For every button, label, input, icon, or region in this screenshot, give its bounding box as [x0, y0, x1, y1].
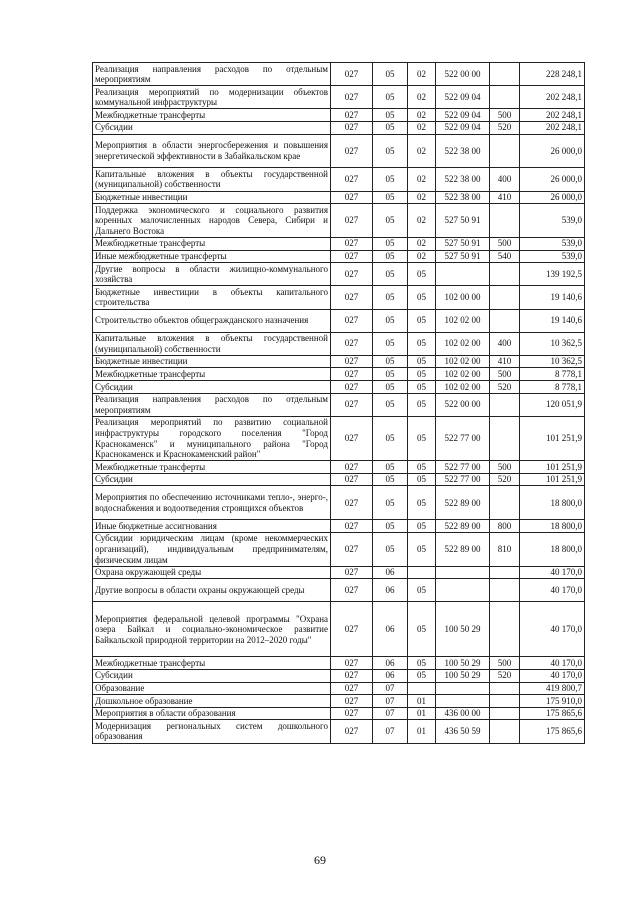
cell-csr	[436, 566, 490, 579]
cell-csr: 102 02 00	[436, 368, 490, 381]
cell-pr: 05	[408, 381, 436, 394]
cell-pr: 05	[408, 263, 436, 286]
cell-name: Межбюджетные трансферты	[93, 461, 331, 474]
cell-vr: 500	[490, 657, 520, 670]
cell-csr: 522 00 00	[436, 63, 490, 86]
cell-vr	[490, 86, 520, 109]
cell-name: Капитальные вложения в объекты государственной (муниципальной) собственности	[93, 332, 331, 355]
cell-name: Межбюджетные трансферты	[93, 657, 331, 670]
cell-csr: 522 77 00	[436, 473, 490, 486]
cell-rz: 05	[373, 191, 408, 204]
cell-name: Межбюджетные трансферты	[93, 109, 331, 122]
cell-vr	[490, 579, 520, 602]
table-row	[93, 695, 585, 708]
cell-rz: 07	[373, 695, 408, 708]
cell-ved: 027	[331, 309, 373, 332]
cell-pr: 05	[408, 332, 436, 355]
cell-name: Межбюджетные трансферты	[93, 368, 331, 381]
cell-ved: 027	[331, 657, 373, 670]
cell-pr: 05	[408, 286, 436, 309]
cell-name: Субсидии	[93, 669, 331, 682]
cell-name: Реализация направления расходов по отдельным мероприятиям	[93, 63, 331, 86]
cell-rz: 06	[373, 602, 408, 657]
cell-ved: 027	[331, 121, 373, 134]
table-row	[93, 532, 585, 566]
cell-pr: 01	[408, 695, 436, 708]
cell-vr: 400	[490, 168, 520, 191]
cell-sum: 120 051,9	[520, 393, 585, 416]
cell-ved: 027	[331, 579, 373, 602]
cell-pr: 05	[408, 532, 436, 566]
cell-pr: 05	[408, 473, 436, 486]
cell-vr	[490, 286, 520, 309]
cell-csr: 100 50 29	[436, 657, 490, 670]
table-row	[93, 657, 585, 670]
cell-csr: 522 89 00	[436, 520, 490, 533]
cell-pr: 02	[408, 204, 436, 238]
cell-name: Бюджетные инвестиции в объекты капитального строительства	[93, 286, 331, 309]
cell-rz: 05	[373, 263, 408, 286]
cell-pr: 05	[408, 309, 436, 332]
cell-pr: 05	[408, 602, 436, 657]
cell-ved: 027	[331, 720, 373, 743]
cell-pr: 02	[408, 237, 436, 250]
cell-csr	[436, 695, 490, 708]
cell-pr: 02	[408, 134, 436, 168]
table-row	[93, 250, 585, 263]
cell-rz: 05	[373, 309, 408, 332]
cell-name: Образование	[93, 682, 331, 695]
cell-vr	[490, 707, 520, 720]
cell-csr: 102 02 00	[436, 309, 490, 332]
cell-rz: 05	[373, 532, 408, 566]
cell-csr: 522 89 00	[436, 532, 490, 566]
cell-sum: 10 362,5	[520, 355, 585, 368]
cell-csr: 102 02 00	[436, 355, 490, 368]
cell-name: Иные межбюджетные трансферты	[93, 250, 331, 263]
cell-ved: 027	[331, 416, 373, 460]
table-row	[93, 520, 585, 533]
cell-vr: 520	[490, 121, 520, 134]
cell-pr: 01	[408, 707, 436, 720]
cell-ved: 027	[331, 263, 373, 286]
cell-ved: 027	[331, 286, 373, 309]
table-body	[93, 63, 585, 744]
cell-sum: 40 170,0	[520, 602, 585, 657]
cell-rz: 05	[373, 368, 408, 381]
cell-vr: 520	[490, 473, 520, 486]
table-row	[93, 602, 585, 657]
budget-table	[92, 62, 585, 744]
cell-pr: 02	[408, 63, 436, 86]
cell-vr: 520	[490, 669, 520, 682]
cell-name: Мероприятия в области образования	[93, 707, 331, 720]
cell-csr: 522 09 04	[436, 86, 490, 109]
cell-vr	[490, 204, 520, 238]
cell-name: Мероприятия по обеспечению источниками тепло-, энерго-, водоснабжения и водоотведения строящихся объектов	[93, 486, 331, 520]
cell-vr	[490, 263, 520, 286]
table-row	[93, 332, 585, 355]
cell-pr	[408, 566, 436, 579]
table-row	[93, 191, 585, 204]
cell-ved: 027	[331, 461, 373, 474]
cell-ved: 027	[331, 63, 373, 86]
table-row	[93, 237, 585, 250]
cell-ved: 027	[331, 393, 373, 416]
cell-sum: 10 362,5	[520, 332, 585, 355]
cell-rz: 05	[373, 486, 408, 520]
cell-sum: 175 910,0	[520, 695, 585, 708]
cell-ved: 027	[331, 332, 373, 355]
cell-vr: 400	[490, 332, 520, 355]
cell-vr	[490, 393, 520, 416]
cell-rz: 05	[373, 204, 408, 238]
cell-pr: 02	[408, 86, 436, 109]
cell-sum: 8 778,1	[520, 381, 585, 394]
cell-name: Капитальные вложения в объекты государственной (муниципальной) собственности	[93, 168, 331, 191]
cell-rz: 05	[373, 286, 408, 309]
cell-pr: 05	[408, 355, 436, 368]
cell-ved: 027	[331, 368, 373, 381]
cell-name: Бюджетные инвестиции	[93, 191, 331, 204]
cell-sum: 40 170,0	[520, 669, 585, 682]
cell-name: Субсидии	[93, 381, 331, 394]
cell-ved: 027	[331, 168, 373, 191]
table-row	[93, 381, 585, 394]
table-row	[93, 461, 585, 474]
cell-ved: 027	[331, 682, 373, 695]
cell-sum: 101 251,9	[520, 473, 585, 486]
cell-name: Охрана окружающей среды	[93, 566, 331, 579]
cell-sum: 26 000,0	[520, 168, 585, 191]
cell-ved: 027	[331, 473, 373, 486]
cell-ved: 027	[331, 695, 373, 708]
cell-ved: 027	[331, 566, 373, 579]
cell-sum: 18 800,0	[520, 520, 585, 533]
cell-name: Субсидии	[93, 473, 331, 486]
cell-vr: 800	[490, 520, 520, 533]
cell-vr: 540	[490, 250, 520, 263]
cell-csr: 100 50 29	[436, 669, 490, 682]
cell-rz: 05	[373, 250, 408, 263]
cell-pr: 05	[408, 579, 436, 602]
cell-csr: 522 38 00	[436, 191, 490, 204]
table-row	[93, 109, 585, 122]
cell-sum: 18 800,0	[520, 532, 585, 566]
cell-sum: 539,0	[520, 250, 585, 263]
cell-sum: 202 248,1	[520, 121, 585, 134]
cell-csr: 522 09 04	[436, 121, 490, 134]
cell-rz: 05	[373, 63, 408, 86]
cell-csr: 522 77 00	[436, 461, 490, 474]
table-row	[93, 168, 585, 191]
cell-csr: 527 50 91	[436, 204, 490, 238]
cell-sum: 26 000,0	[520, 191, 585, 204]
cell-csr: 522 77 00	[436, 416, 490, 460]
cell-csr: 527 50 91	[436, 250, 490, 263]
table-row	[93, 486, 585, 520]
cell-rz: 05	[373, 332, 408, 355]
cell-pr: 02	[408, 191, 436, 204]
table-row	[93, 579, 585, 602]
table-row	[93, 263, 585, 286]
cell-sum: 539,0	[520, 237, 585, 250]
cell-vr: 520	[490, 381, 520, 394]
cell-name: Бюджетные инвестиции	[93, 355, 331, 368]
cell-name: Реализация направления расходов по отдельным мероприятиям	[93, 393, 331, 416]
table-row	[93, 63, 585, 86]
cell-csr	[436, 579, 490, 602]
cell-csr: 527 50 91	[436, 237, 490, 250]
cell-rz: 05	[373, 168, 408, 191]
cell-pr: 05	[408, 520, 436, 533]
cell-ved: 027	[331, 707, 373, 720]
table-row	[93, 566, 585, 579]
table-row	[93, 134, 585, 168]
cell-ved: 027	[331, 109, 373, 122]
cell-name: Реализация мероприятий по модернизации объектов коммунальной инфраструктуры	[93, 86, 331, 109]
cell-vr	[490, 566, 520, 579]
cell-rz: 07	[373, 707, 408, 720]
cell-sum: 419 800,7	[520, 682, 585, 695]
cell-sum: 40 170,0	[520, 657, 585, 670]
cell-vr: 500	[490, 109, 520, 122]
cell-ved: 027	[331, 204, 373, 238]
cell-name: Мероприятия в области энергосбережения и повышения энергетической эффективности в Забайкальском крае	[93, 134, 331, 168]
cell-rz: 05	[373, 355, 408, 368]
cell-csr: 102 00 00	[436, 286, 490, 309]
cell-sum: 101 251,9	[520, 416, 585, 460]
cell-rz: 06	[373, 579, 408, 602]
cell-csr: 522 38 00	[436, 168, 490, 191]
cell-vr: 500	[490, 461, 520, 474]
cell-ved: 027	[331, 669, 373, 682]
cell-rz: 05	[373, 520, 408, 533]
cell-pr: 05	[408, 368, 436, 381]
cell-pr: 02	[408, 121, 436, 134]
cell-name: Субсидии юридическим лицам (кроме некоммерческих организаций), индивидуальным предпринимателям, физическим лицам	[93, 532, 331, 566]
cell-name: Модернизация региональных систем дошкольного образования	[93, 720, 331, 743]
cell-pr: 05	[408, 657, 436, 670]
cell-vr	[490, 695, 520, 708]
cell-csr: 102 02 00	[436, 332, 490, 355]
cell-rz: 05	[373, 416, 408, 460]
table-row	[93, 355, 585, 368]
cell-ved: 027	[331, 86, 373, 109]
cell-ved: 027	[331, 134, 373, 168]
table-row	[93, 309, 585, 332]
cell-rz: 05	[373, 109, 408, 122]
cell-vr	[490, 63, 520, 86]
cell-sum: 101 251,9	[520, 461, 585, 474]
table-row	[93, 286, 585, 309]
cell-rz: 05	[373, 473, 408, 486]
cell-pr: 05	[408, 461, 436, 474]
table-row	[93, 393, 585, 416]
cell-name: Дошкольное образование	[93, 695, 331, 708]
cell-ved: 027	[331, 486, 373, 520]
table-row	[93, 473, 585, 486]
cell-vr	[490, 134, 520, 168]
cell-rz: 05	[373, 134, 408, 168]
cell-pr: 02	[408, 109, 436, 122]
cell-ved: 027	[331, 602, 373, 657]
cell-sum: 175 865,6	[520, 707, 585, 720]
cell-name: Поддержка экономического и социального развития коренных малочисленных народов Севера, Сибири и Дальнего Востока	[93, 204, 331, 238]
cell-rz: 05	[373, 461, 408, 474]
cell-sum: 539,0	[520, 204, 585, 238]
cell-ved: 027	[331, 250, 373, 263]
cell-pr: 02	[408, 250, 436, 263]
table-row	[93, 86, 585, 109]
cell-csr: 522 00 00	[436, 393, 490, 416]
cell-name: Мероприятия федеральной целевой программы "Охрана озера Байкал и социально-экономическое развитие Байкальской природной территории на 2012–2020 годы"	[93, 602, 331, 657]
cell-rz: 07	[373, 720, 408, 743]
cell-sum: 40 170,0	[520, 566, 585, 579]
cell-sum: 139 192,5	[520, 263, 585, 286]
cell-csr	[436, 263, 490, 286]
cell-csr: 522 38 00	[436, 134, 490, 168]
cell-pr: 01	[408, 720, 436, 743]
cell-vr	[490, 486, 520, 520]
cell-vr	[490, 309, 520, 332]
cell-rz: 05	[373, 393, 408, 416]
cell-rz: 06	[373, 566, 408, 579]
cell-sum: 19 140,6	[520, 286, 585, 309]
cell-name: Другие вопросы в области жилищно-коммунального хозяйства	[93, 263, 331, 286]
cell-name: Строительство объектов общегражданского назначения	[93, 309, 331, 332]
table-row	[93, 720, 585, 743]
cell-vr: 410	[490, 191, 520, 204]
cell-vr	[490, 720, 520, 743]
cell-vr: 410	[490, 355, 520, 368]
cell-sum: 202 248,1	[520, 86, 585, 109]
cell-rz: 07	[373, 682, 408, 695]
cell-pr: 02	[408, 168, 436, 191]
cell-csr	[436, 682, 490, 695]
table-row	[93, 707, 585, 720]
table-row	[93, 204, 585, 238]
cell-name: Иные бюджетные ассигнования	[93, 520, 331, 533]
table-row	[93, 121, 585, 134]
cell-csr: 436 00 00	[436, 707, 490, 720]
cell-sum: 19 140,6	[520, 309, 585, 332]
cell-sum: 8 778,1	[520, 368, 585, 381]
cell-ved: 027	[331, 381, 373, 394]
cell-ved: 027	[331, 237, 373, 250]
cell-ved: 027	[331, 520, 373, 533]
cell-rz: 05	[373, 237, 408, 250]
cell-vr	[490, 416, 520, 460]
cell-ved: 027	[331, 355, 373, 368]
cell-name: Межбюджетные трансферты	[93, 237, 331, 250]
cell-vr	[490, 682, 520, 695]
cell-vr	[490, 602, 520, 657]
cell-name: Реализация мероприятий по развитию социальной инфраструктуры городского поселения "Город Краснокаменск" и муниципального района "Город Краснокаменск и Краснокаменский район"	[93, 416, 331, 460]
cell-pr: 05	[408, 393, 436, 416]
cell-sum: 228 248,1	[520, 63, 585, 86]
cell-vr: 500	[490, 237, 520, 250]
cell-sum: 40 170,0	[520, 579, 585, 602]
cell-csr: 522 09 04	[436, 109, 490, 122]
cell-rz: 05	[373, 86, 408, 109]
cell-csr: 436 50 59	[436, 720, 490, 743]
page-number: 69	[314, 853, 326, 867]
cell-name: Другие вопросы в области охраны окружающей среды	[93, 579, 331, 602]
table-row	[93, 682, 585, 695]
cell-sum: 18 800,0	[520, 486, 585, 520]
cell-pr: 05	[408, 669, 436, 682]
cell-rz: 06	[373, 657, 408, 670]
cell-pr	[408, 682, 436, 695]
cell-pr: 05	[408, 486, 436, 520]
table-row	[93, 416, 585, 460]
cell-vr: 500	[490, 368, 520, 381]
cell-sum: 202 248,1	[520, 109, 585, 122]
cell-rz: 05	[373, 381, 408, 394]
cell-name: Субсидии	[93, 121, 331, 134]
cell-rz: 06	[373, 669, 408, 682]
cell-csr: 522 89 00	[436, 486, 490, 520]
cell-csr: 102 02 00	[436, 381, 490, 394]
cell-rz: 05	[373, 121, 408, 134]
table-row	[93, 368, 585, 381]
cell-csr: 100 50 29	[436, 602, 490, 657]
cell-ved: 027	[331, 532, 373, 566]
cell-ved: 027	[331, 191, 373, 204]
cell-sum: 175 865,6	[520, 720, 585, 743]
table-row	[93, 669, 585, 682]
cell-sum: 26 000,0	[520, 134, 585, 168]
cell-pr: 05	[408, 416, 436, 460]
cell-vr: 810	[490, 532, 520, 566]
